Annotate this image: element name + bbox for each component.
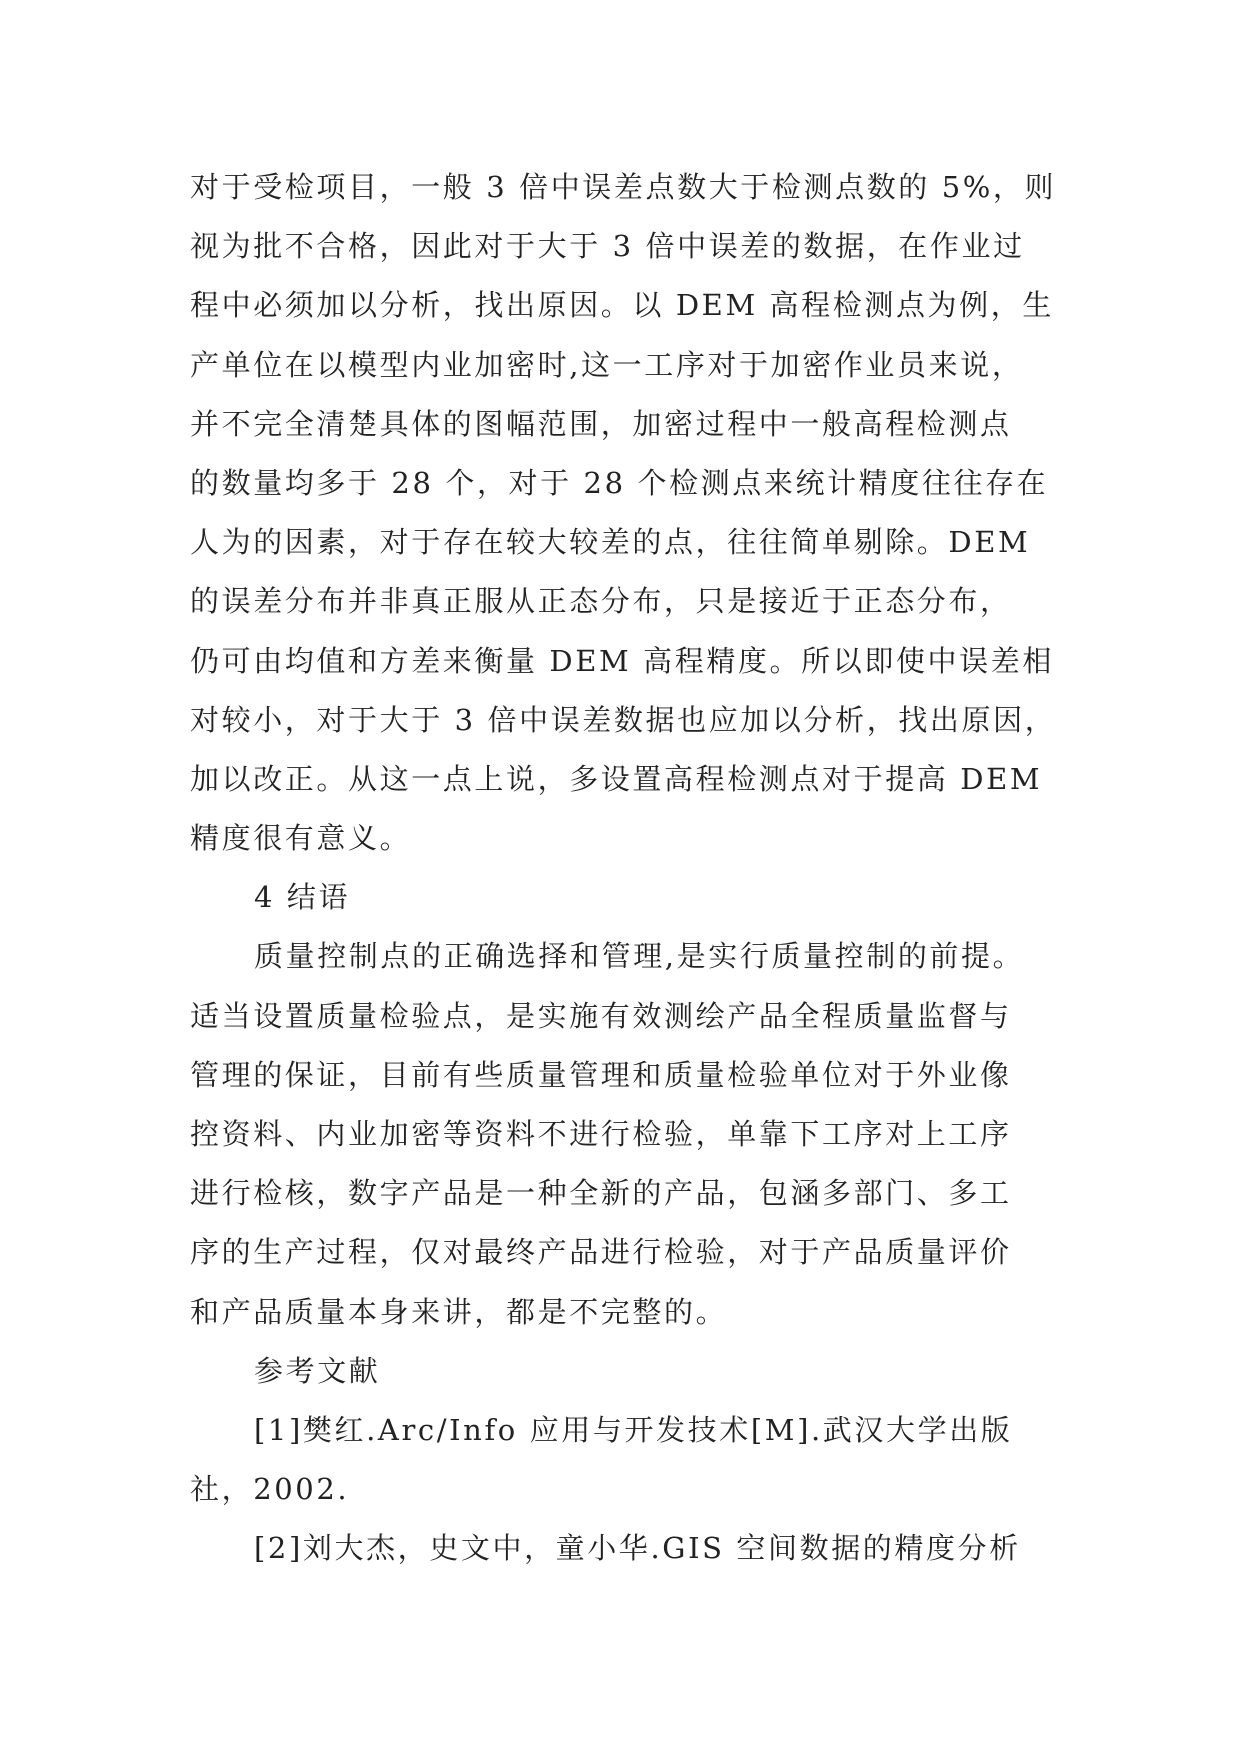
text-line: 人为的因素，对于存在较大较差的点，往往简单剔除。DEM xyxy=(190,525,1031,560)
text-line: 序的生产过程，仅对最终产品进行检验，对于产品质量评价 xyxy=(190,1235,1012,1270)
text-line: 的数量均多于 28 个，对于 28 个检测点来统计精度往往存在 xyxy=(190,465,1049,500)
reference-item xyxy=(190,1401,1070,1519)
body-text xyxy=(190,158,1070,1579)
text-line: 产单位在以模型内业加密时,这一工序对于加密作业员来说， xyxy=(190,347,1024,382)
text-line: 对于受检项目，一般 3 倍中误差点数大于检测点数的 5%，则 xyxy=(190,170,1057,204)
text-line: 仍可由均值和方差来衡量 DEM 高程精度。所以即使中误差相 xyxy=(190,643,1054,678)
text-line: 适当设置质量检验点，是实施有效测绘产品全程质量监督与 xyxy=(190,998,1012,1033)
text-line: 和产品质量本身来讲，都是不完整的。 xyxy=(190,1294,728,1329)
section-heading: 4 结语 xyxy=(254,880,351,915)
reference-line: 社，2002. xyxy=(190,1472,350,1507)
reference-item xyxy=(190,1519,1070,1578)
text-line: 对较小，对于大于 3 倍中误差数据也应加以分析，找出原因， xyxy=(190,702,1057,737)
references-heading: 参考文献 xyxy=(254,1353,381,1388)
text-line: 的误差分布并非真正服从正态分布，只是接近于正态分布， xyxy=(190,584,1012,619)
text-line: 控资料、内业加密等资料不进行检验，单靠下工序对上工序 xyxy=(190,1117,1012,1151)
text-line: 程中必须加以分析，找出原因。以 DEM 高程检测点为例，生 xyxy=(190,288,1054,323)
text-line: 质量控制点的正确选择和管理,是实行质量控制的前提。 xyxy=(254,939,1025,974)
text-line: 进行检核，数字产品是一种全新的产品，包涵多部门、多工 xyxy=(190,1176,1012,1211)
paragraph-dem-accuracy xyxy=(190,158,1070,868)
text-line: 精度很有意义。 xyxy=(190,821,412,856)
text-line: 视为批不合格，因此对于大于 3 倍中误差的数据，在作业过 xyxy=(190,229,1025,264)
text-line: 加以改正。从这一点上说，多设置高程检测点对于提高 DEM xyxy=(190,761,1043,796)
reference-line: [1]樊红.Arc/Info 应用与开发技术[M].武汉大学出版 xyxy=(254,1412,1013,1447)
text-line: 并不完全清楚具体的图幅范围，加密过程中一般高程检测点 xyxy=(190,406,1012,441)
reference-line: [2]刘大杰，史文中，童小华.GIS 空间数据的精度分析 xyxy=(254,1531,1021,1566)
paragraph-conclusion xyxy=(190,927,1070,1341)
text-line: 管理的保证，目前有些质量管理和质量检验单位对于外业像 xyxy=(190,1057,1012,1092)
